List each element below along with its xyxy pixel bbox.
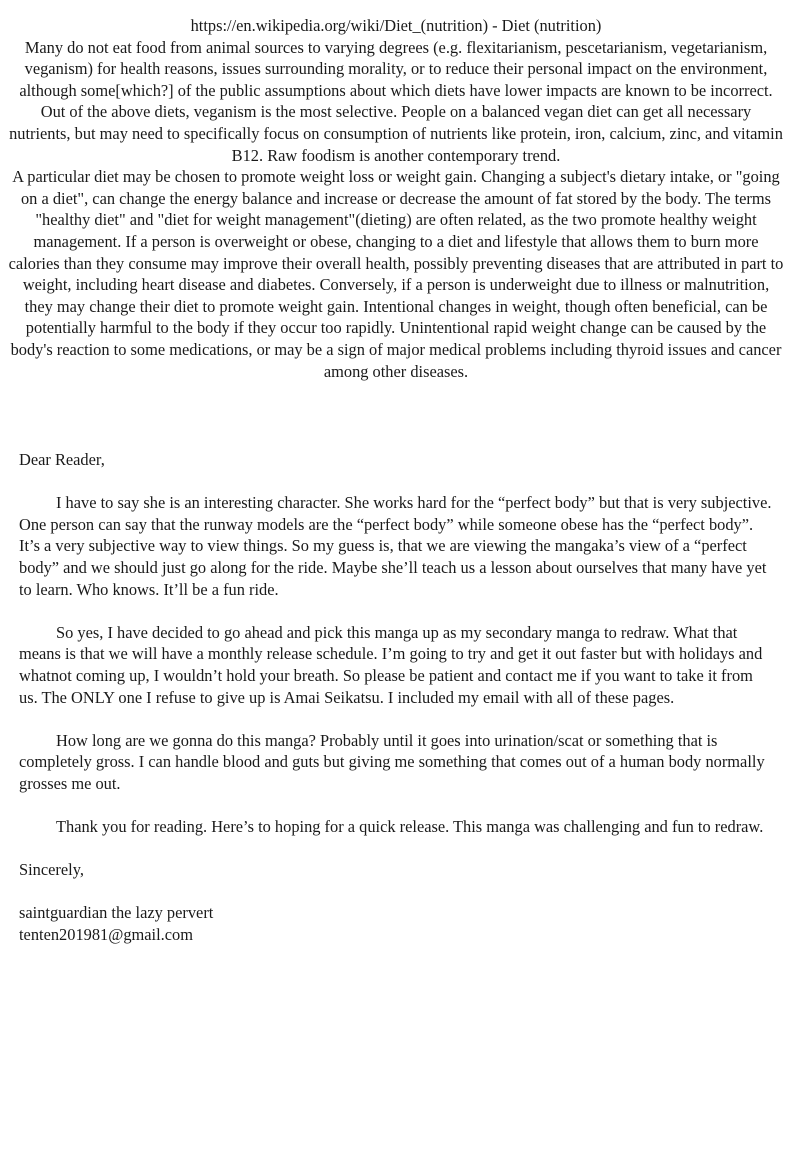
letter-paragraph-3: How long are we gonna do this manga? Probably until it goes into urination/scat or something that is completely gross. I can handle blood and guts but giving me something that comes out of a human body normally grosses me out.: [19, 730, 765, 793]
closing: Sincerely,: [19, 860, 84, 880]
letter-paragraph-2: So yes, I have decided to go ahead and pick this manga up as my secondary manga to redraw. What that means is that we will have a monthly release schedule. I’m going to try and get it out faster but with holidays and whatnot coming up, I wouldn’t hold your breath. So please be patient and contact me if you want to take it from us. The ONLY one I refuse to give up is Amai Seikatsu. I included my email with all of these pages.: [19, 622, 763, 707]
signature-name: saintguardian the lazy pervert: [19, 903, 214, 923]
source-line: https://en.wikipedia.org/wiki/Diet_(nutrition) - Diet (nutrition): [190, 16, 602, 35]
signature-block: [19, 902, 774, 945]
wiki-excerpt: [8, 15, 784, 382]
letter-paragraph-1: I have to say she is an interesting character. She works hard for the “perfect body” but that is very subjective. One person can say that the runway models are the “perfect body” while someone obese has the “perfect body”. It’s a very subjective way to view things. So my guess is, that we are viewing the mangaka’s view of a “perfect body” and we should just go along for the ride. Maybe she’ll teach us a lesson about ourselves that many have yet to learn. Who knows. It’ll be a fun ride.: [19, 493, 772, 599]
reader-letter: [19, 449, 774, 946]
letter-paragraph-4: Thank you for reading. Here’s to hoping for a quick release. This manga was challenging and fun to redraw.: [56, 817, 764, 837]
salutation: Dear Reader,: [19, 450, 105, 469]
contact-email: tenten201981@gmail.com: [19, 925, 193, 945]
excerpt-paragraph-2: A particular diet may be chosen to promote weight loss or weight gain. Changing a subject's dietary intake, or "going on a diet", can change the energy balance and increase or decrease the amount of fat stored by the body. The terms "healthy diet" and "diet for weight management"(dieting) are often related, as the two promote healthy weight management. If a person is overweight or obese, changing to a diet and lifestyle that allows them to burn more calories than they consume may improve their overall health, possibly preventing diseases that are attributed in part to weight, including heart disease and diabetes. Conversely, if a person is underweight due to illness or malnutrition, they may change their diet to promote weight gain. Intentional changes in weight, though often beneficial, can be potentially harmful to the body if they occur too rapidly. Unintentional rapid weight change can be caused by the body's reaction to some medications, or may be a sign of major medical problems including thyroid issues and cancer among other diseases.: [8, 167, 784, 381]
excerpt-paragraph-1: Many do not eat food from animal sources to varying degrees (e.g. flexitarianism, pescetarianism, vegetarianism, veganism) for health reasons, issues surrounding morality, or to reduce their personal impact on the environment, although some[which?] of the public assumptions about which diets have lower impacts are known to be incorrect. Out of the above diets, veganism is the most selective. People on a balanced vegan diet can get all necessary nutrients, but may need to specifically focus on consumption of nutrients like protein, iron, calcium, zinc, and vitamin B12. Raw foodism is another contemporary trend.: [9, 37, 783, 165]
